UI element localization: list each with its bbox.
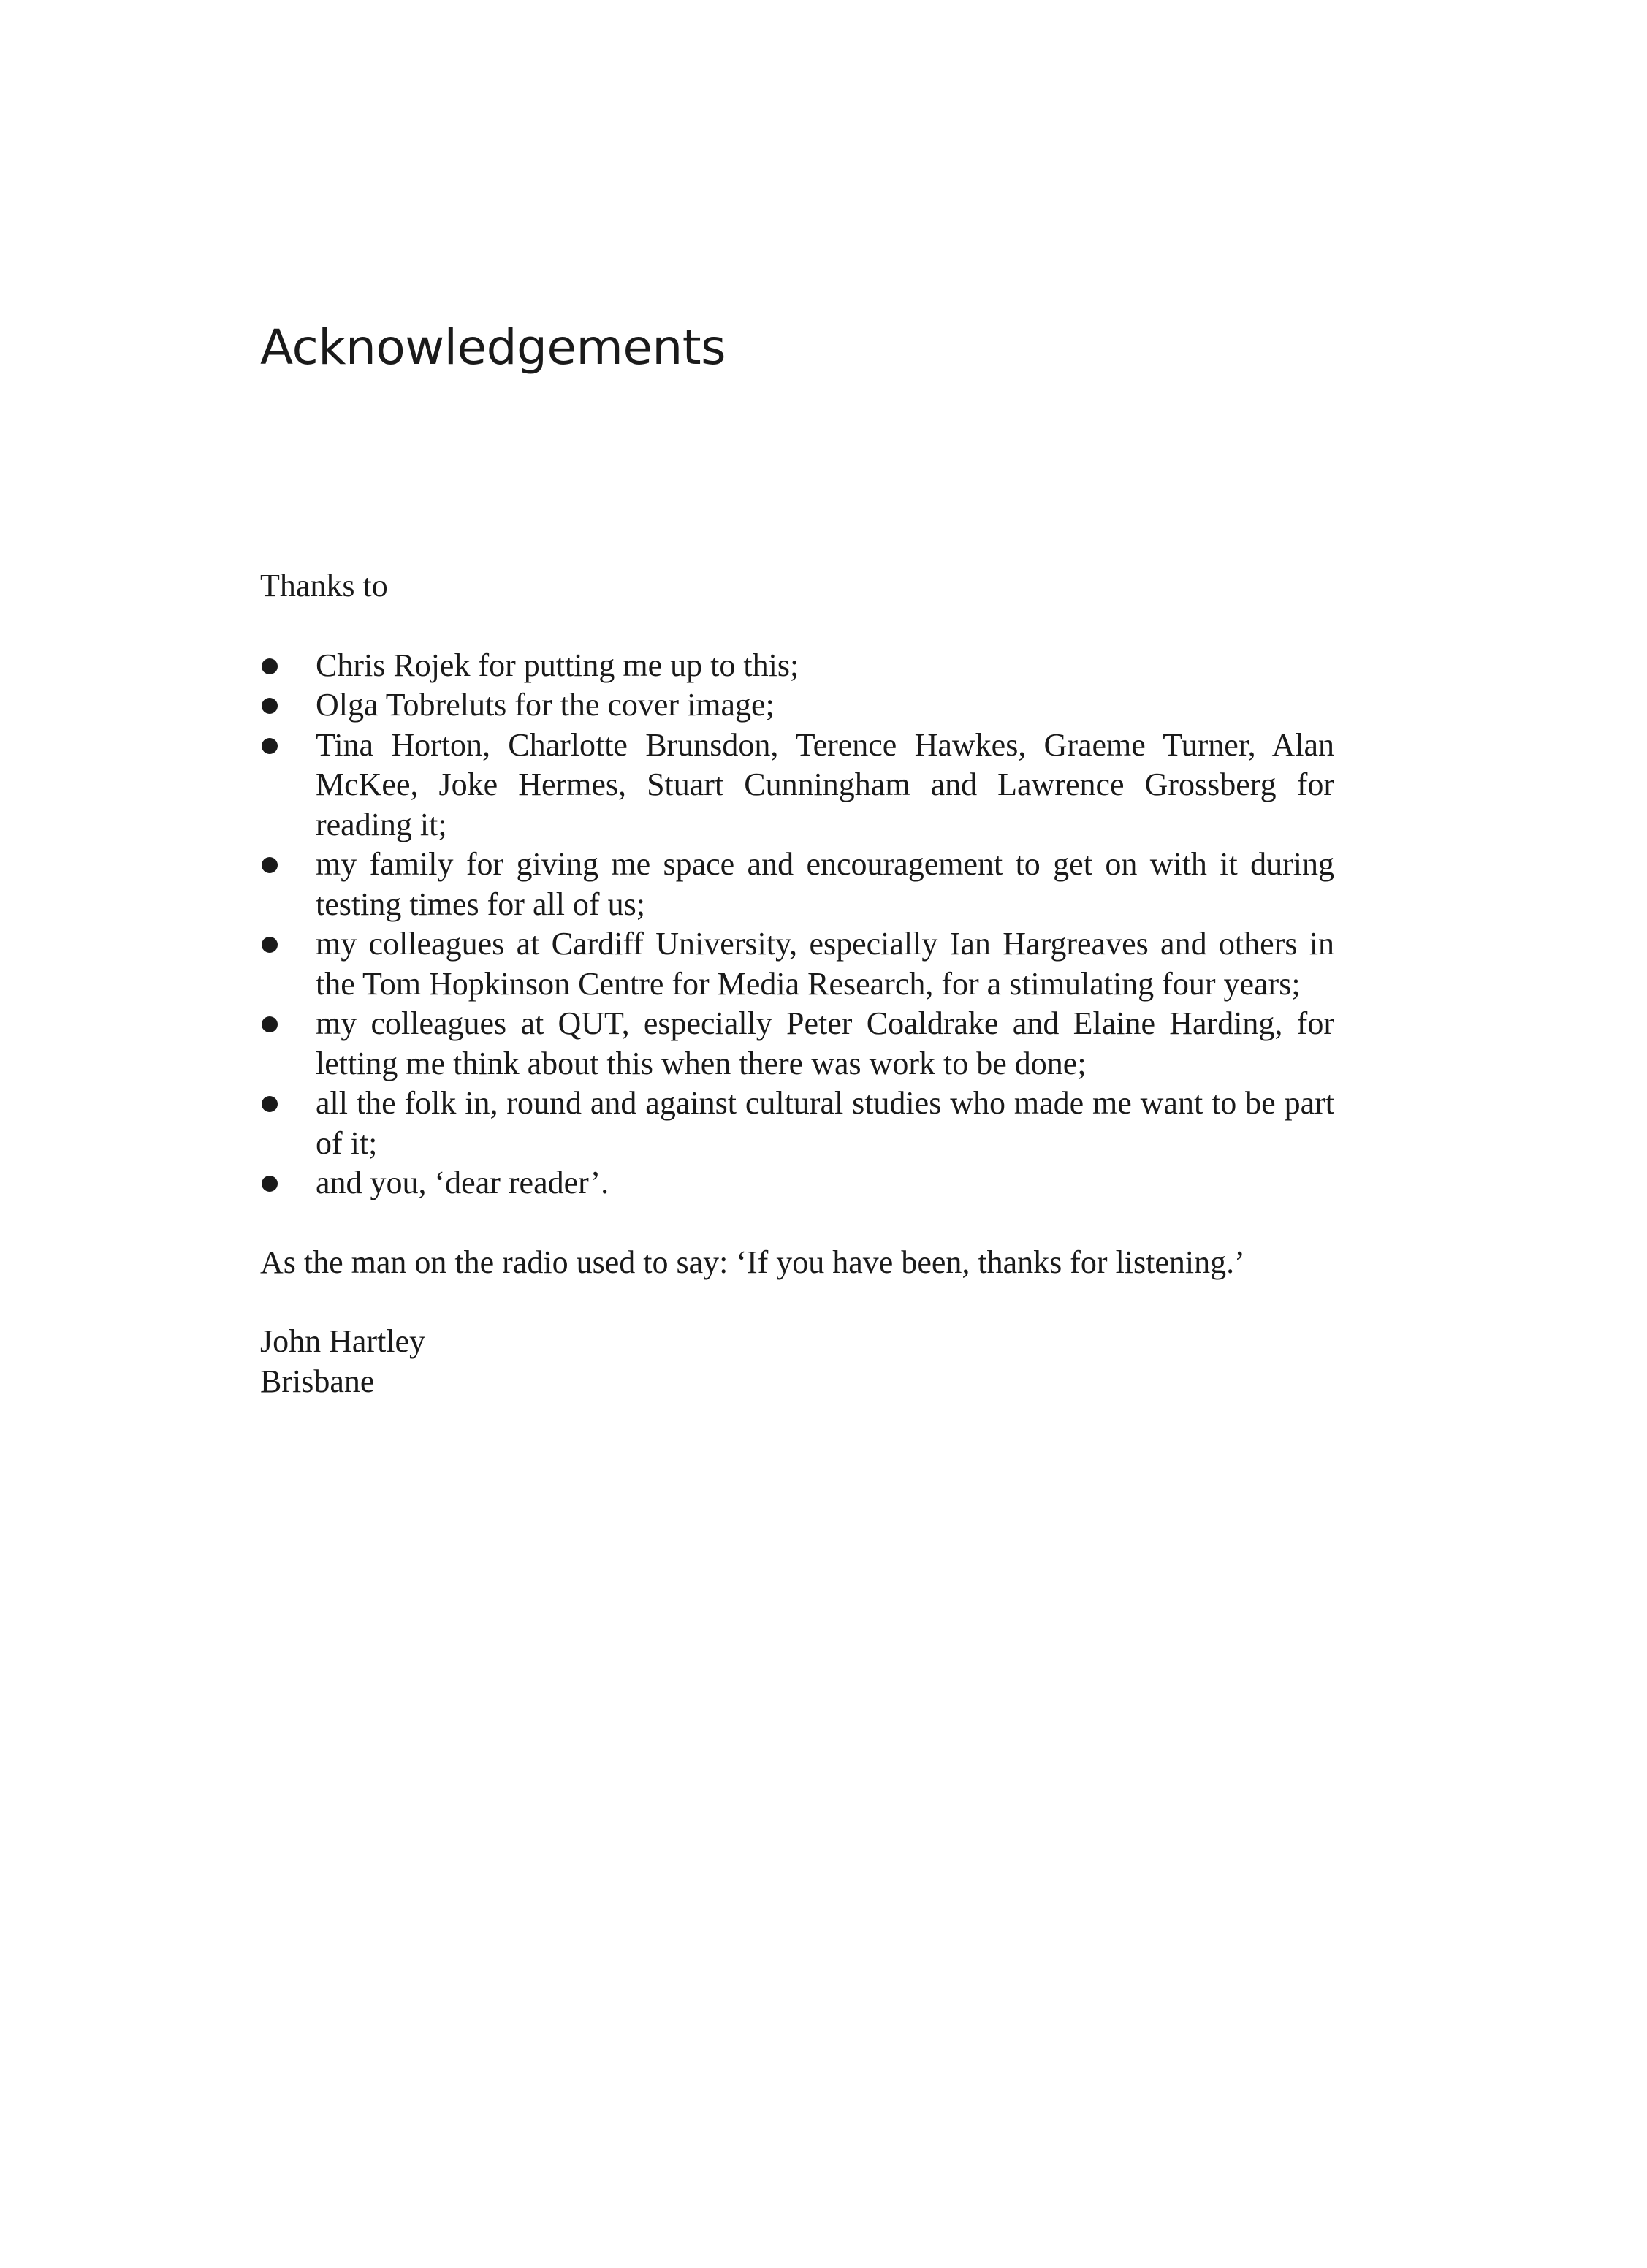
list-item-text: all the folk in, round and against cultural studies who made me want to be part of it; — [316, 1085, 1334, 1161]
list-item — [260, 646, 1334, 686]
list-item — [260, 726, 1334, 845]
bullet-icon — [262, 1016, 278, 1032]
bullet-icon — [262, 738, 278, 754]
list-item — [260, 1163, 1334, 1203]
bullet-icon — [262, 658, 278, 674]
list-item-text: my colleagues at QUT, especially Peter Coaldrake and Elaine Harding, for letting me think about this when there was work to be done; — [316, 1005, 1334, 1081]
list-item — [260, 1084, 1334, 1163]
bullet-icon — [262, 1176, 278, 1192]
signature-name: John Hartley — [260, 1323, 426, 1359]
list-item — [260, 924, 1334, 1004]
list-item-text: my colleagues at Cardiff University, especially Ian Hargreaves and others in the Tom Hopkinson Centre for Media Research, for a stimulating four years; — [316, 926, 1334, 1002]
thanks-list — [260, 646, 1334, 1203]
bullet-icon — [262, 937, 278, 953]
list-item-text: my family for giving me space and encouragement to get on with it during testing times for all of us; — [316, 846, 1334, 922]
list-item-text: Tina Horton, Charlotte Brunsdon, Terence Hawkes, Graeme Turner, Alan McKee, Joke Hermes, Stuart Cunningham and Lawrence Grossberg for reading it; — [316, 726, 1334, 842]
acknowledgements-body — [260, 566, 1334, 1401]
list-item-text: Olga Tobreluts for the cover image; — [316, 687, 775, 723]
bullet-icon — [262, 1096, 278, 1112]
closing-text: As the man on the radio used to say: ‘If you have been, thanks for listening.’ — [260, 1244, 1245, 1280]
bullet-icon — [262, 857, 278, 873]
list-item — [260, 685, 1334, 726]
page-title: Acknowledgements — [260, 319, 726, 376]
list-item-text: and you, ‘dear reader’. — [316, 1165, 609, 1200]
signature-place: Brisbane — [260, 1363, 375, 1399]
list-item — [260, 845, 1334, 924]
list-item-text: Chris Rojek for putting me up to this; — [316, 647, 799, 683]
intro-text: Thanks to — [260, 568, 388, 604]
list-item — [260, 1004, 1334, 1084]
signature — [260, 1322, 1334, 1401]
bullet-icon — [262, 698, 278, 714]
